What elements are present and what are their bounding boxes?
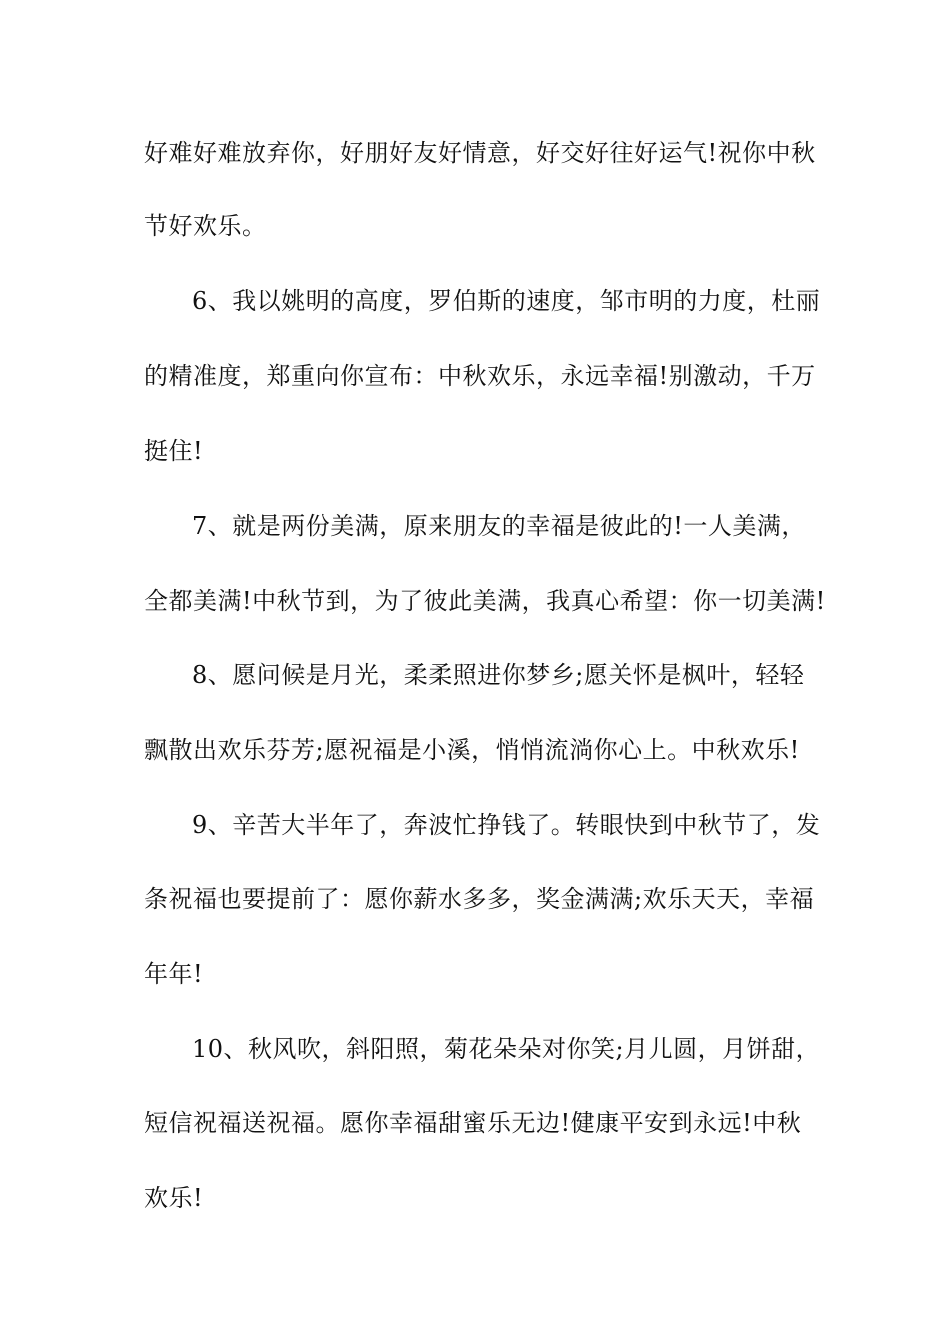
paragraph-line: 欢乐! [144,1184,204,1212]
paragraph-line: 6、我以姚明的高度，罗伯斯的速度，邹市明的力度，杜丽 [192,287,821,315]
paragraph-line: 节好欢乐。 [144,212,267,240]
paragraph-line: 好难好难放弃你，好朋好友好情意，好交好往好运气!祝你中秋 [144,139,816,167]
paragraph-line: 7、就是两份美满，原来朋友的幸福是彼此的!一人美满， [192,512,806,540]
paragraph-line: 条祝福也要提前了：愿你薪水多多，奖金满满;欢乐天天，幸福 [144,885,815,913]
paragraph-line: 飘散出欢乐芬芳;愿祝福是小溪，悄悄流淌你心上。中秋欢乐! [144,736,800,764]
paragraph-line: 全都美满!中秋节到，为了彼此美满，我真心希望：你一切美满! [144,587,826,615]
paragraph-line: 10、秋风吹，斜阳照，菊花朵朵对你笑;月儿圆，月饼甜， [192,1035,821,1063]
paragraph-line: 8、愿问候是月光，柔柔照进你梦乡;愿关怀是枫叶，轻轻 [192,661,805,689]
paragraph-line: 短信祝福送祝福。愿你幸福甜蜜乐无边!健康平安到永远!中秋 [144,1109,802,1137]
paragraph-line: 9、辛苦大半年了，奔波忙挣钱了。转眼快到中秋节了，发 [192,811,821,839]
paragraph-line: 挺住! [144,437,204,465]
paragraph-line: 年年! [144,960,204,988]
paragraph-line: 的精准度，郑重向你宣布：中秋欢乐，永远幸福!别激动，千万 [144,362,816,390]
